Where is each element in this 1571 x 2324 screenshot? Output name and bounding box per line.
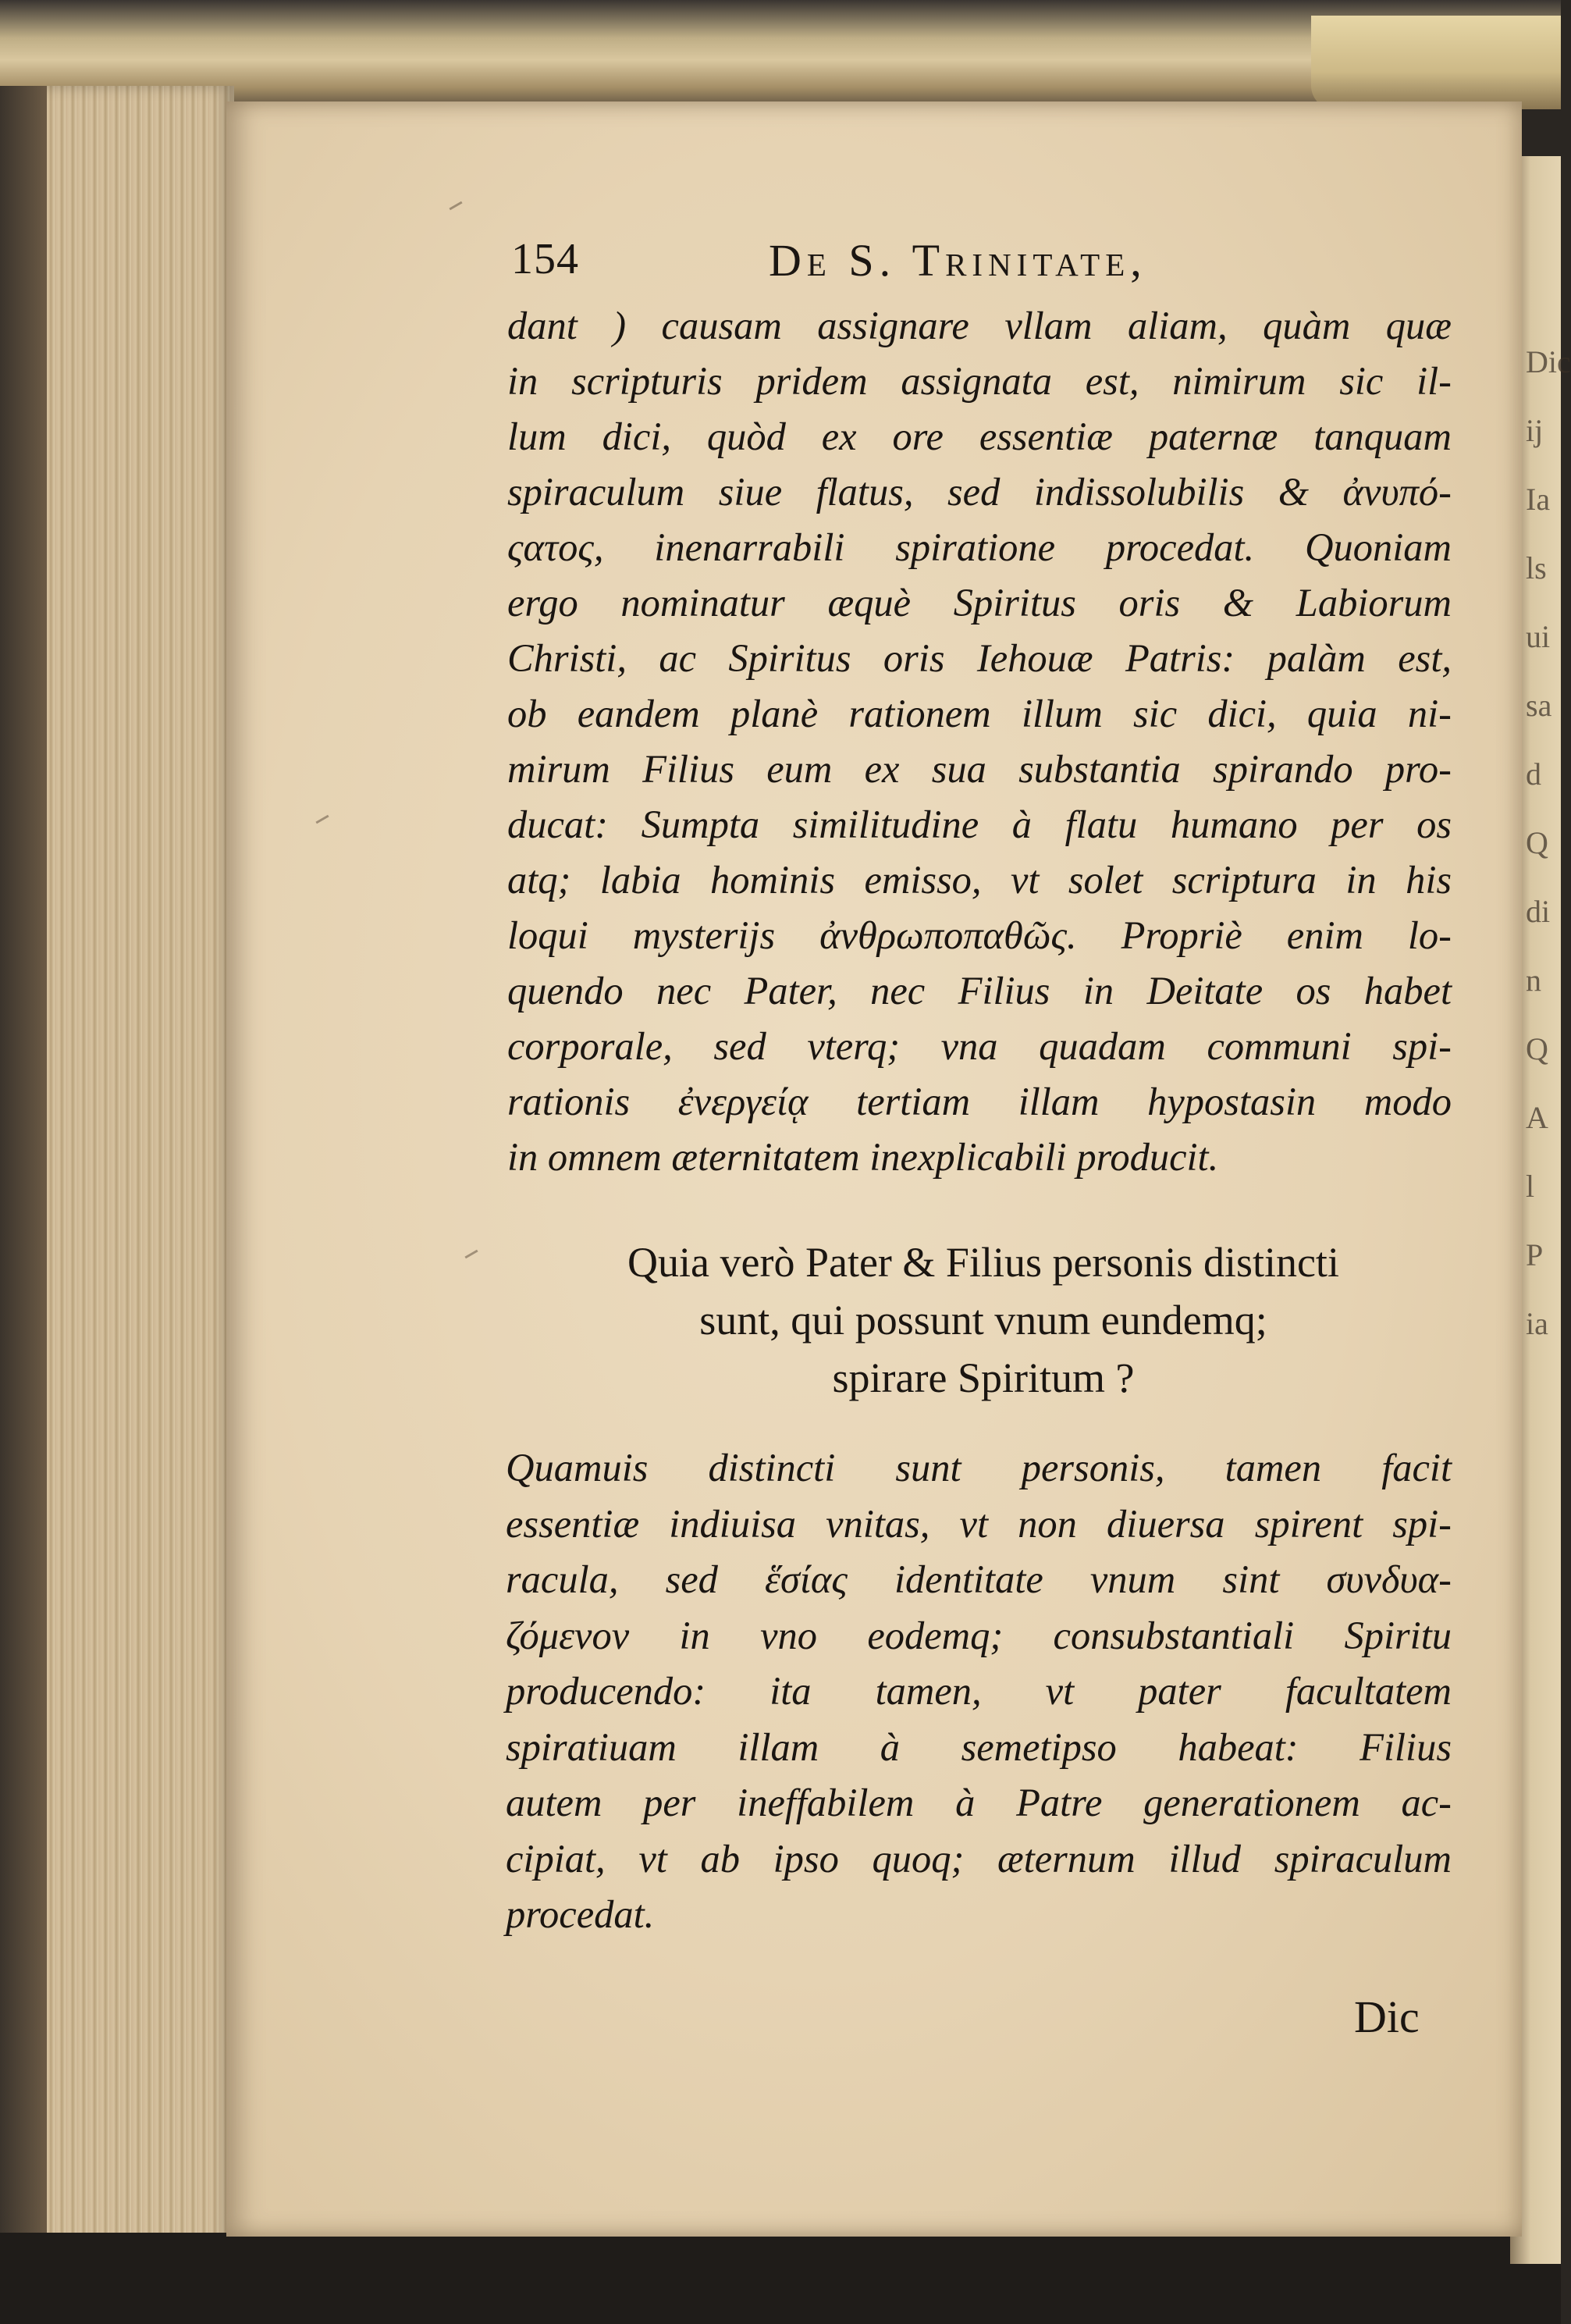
heading-line: sunt, qui possunt vnum eundemq; <box>699 1297 1267 1344</box>
text-line: cipiat, vt ab ipso quoq; æternum illud spiraculum <box>506 1836 1452 1881</box>
body-paragraph <box>507 298 1452 1185</box>
text-line: atq; labia hominis emisso, vt solet scriptura in his <box>507 858 1452 902</box>
text-line: in omnem æternitatem inexplicabili producit. <box>507 1135 1219 1179</box>
text-line: spiraculum siue flatus, sed indissolubilis & ἀνυπό- <box>507 470 1452 514</box>
adjacent-fragment: ia <box>1526 1306 1548 1341</box>
adjacent-fragment: ui <box>1526 619 1551 654</box>
text-line: procedat. <box>506 1892 655 1936</box>
text-line: ducat: Sumpta similitudine à flatu humano per os <box>507 803 1452 846</box>
adjacent-fragment: Q <box>1526 1031 1548 1066</box>
text-line: mirum Filius eum ex sua substantia spirando pro- <box>507 747 1452 791</box>
running-title: De S. Trinitate, <box>769 235 1147 286</box>
text-line: in scripturis pridem assignata est, nimirum sic il- <box>507 359 1452 403</box>
text-line: ergo nominatur æquè Spiritus oris & Labiorum <box>507 581 1452 625</box>
heading-line: spirare Spiritum ? <box>832 1354 1135 1401</box>
adjacent-fragment: ls <box>1526 550 1547 585</box>
text-line: essentiæ indiuisa vnitas, vt non diuersa spirent spi- <box>506 1501 1452 1546</box>
adjacent-fragment: d <box>1526 756 1541 792</box>
text-line: Christi, ac Spiritus oris Iehouæ Patris: palàm est, <box>507 636 1452 680</box>
adjacent-fragment: sa <box>1526 688 1552 723</box>
answer-paragraph <box>506 1440 1452 1943</box>
heading-line: Quia verò Pater & Filius personis distincti <box>627 1239 1339 1286</box>
text-line: Quamuis distincti sunt personis, tamen facit <box>506 1446 1452 1489</box>
text-line: spiratiuam illam à semetipso habeat: Filius <box>506 1724 1452 1769</box>
text-line: racula, sed ἕσίας identitate vnum sint συνδυα- <box>506 1557 1452 1601</box>
text-line: producendo: ita tamen, vt pater facultatem <box>506 1669 1452 1713</box>
running-header <box>511 234 1448 304</box>
adjacent-fragment: di <box>1526 894 1551 929</box>
catchword: Dic <box>1354 1991 1420 2042</box>
page-number: 154 <box>511 235 579 283</box>
text-line: autem per ineffabilem à Patre generationem ac- <box>506 1781 1452 1824</box>
adjacent-fragment: ij <box>1526 413 1544 448</box>
adjacent-fragment: n <box>1526 963 1541 998</box>
text-line: rationis ἐνεργείᾳ tertiam illam hypostasin modo <box>507 1080 1452 1123</box>
adjacent-fragment: P <box>1526 1237 1544 1272</box>
question-heading <box>515 1233 1452 1407</box>
text-line: ob eandem planè rationem illum sic dici, quia ni- <box>507 692 1452 735</box>
adjacent-fragment: l <box>1526 1169 1535 1204</box>
text-line: loqui mysterijs ἀνθρωποπαθῶς. Propriè enim lo- <box>507 913 1452 957</box>
text-line: ςατος, inenarrabili spiratione procedat. Quoniam <box>507 525 1452 569</box>
background-bottom <box>0 2233 1561 2324</box>
adjacent-fragment: Q <box>1526 825 1548 860</box>
text-line: corporale, sed vterq; vna quadam communi spi- <box>507 1024 1452 1068</box>
adjacent-page-text <box>1526 328 1571 1358</box>
text-line: quendo nec Pater, nec Filius in Deitate os habet <box>507 969 1452 1013</box>
binding-left-edge <box>0 86 47 2248</box>
adjacent-fragment: Dic <box>1526 344 1571 379</box>
text-line: ζόμενον in vno eodemq; consubstantiali Spiritu <box>506 1613 1452 1657</box>
adjacent-fragment: Ia <box>1526 482 1551 517</box>
text-line: lum dici, quòd ex ore essentiæ paternæ tanquam <box>507 415 1452 458</box>
book-binding-cap <box>1311 16 1561 109</box>
text-line: dant ) causam assignare vllam aliam, quàm quæ <box>507 304 1452 347</box>
adjacent-fragment: A <box>1526 1100 1548 1135</box>
